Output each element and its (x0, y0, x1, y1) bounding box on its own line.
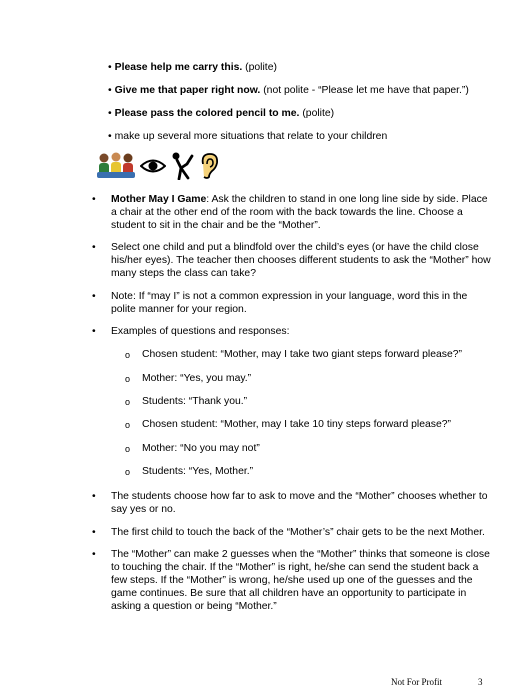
page-number: 3 (478, 677, 483, 687)
list-item: • Please pass the colored pencil to me. (polite) (108, 108, 335, 119)
game-instructions (92, 194, 492, 623)
examples-sublist (92, 349, 492, 479)
gesture-figure-icon (170, 152, 194, 180)
list-item: • The first child to touch the back of the “Mother’s” chair gets to be the next Mother. (92, 526, 485, 538)
sub-list-item: o Chosen student: “Mother, may I take two giant steps forward please?” (125, 349, 462, 361)
list-item: • The “Mother” can make 2 guesses when the “Mother” thinks that someone is close to touching the chair. If the “Mother” is right, he/she can send the student back a few steps. If the “Mother” is wrong, he/she used up one of the guesses and the game continues. Be sure that all children have an opportunity to participate in asking a question or being “Mother.” (92, 549, 490, 612)
list-item: • Mother May I Game: Ask the children to stand in one long line side by side. Place a chair at the other end of the room with the back towards the line. Choose a student to sit in the chair and be the “Mother”. (92, 194, 488, 231)
sub-list-item: o Students: “Yes, Mother.” (125, 466, 254, 478)
list-item: • Give me that paper right now. (not polite - “Please let me have that paper.”) (108, 85, 469, 96)
list-item: • Examples of questions and responses: (92, 326, 290, 338)
list-item: • Please help me carry this. (polite) (108, 62, 277, 73)
page-footer (391, 677, 501, 687)
skills-icon-strip (96, 151, 220, 181)
eye-icon (140, 157, 166, 175)
list-item: • Select one child and put a blindfold over the child’s eyes (or have the child close his/her eyes). The teacher then chooses different students to ask the “Mother” how many steps the class can take? (92, 242, 491, 279)
sub-list-item: o Mother: “No you may not” (125, 442, 260, 454)
list-item: • make up several more situations that relate to your children (108, 131, 388, 142)
children-group-icon (96, 152, 136, 180)
footer-text: Not For Profit (391, 677, 443, 687)
sub-list-item: o Students: “Thank you.” (125, 395, 248, 407)
sub-list-item: o Mother: “Yes, you may.” (125, 372, 252, 384)
sub-list-item: o Chosen student: “Mother, may I take 10 tiny steps forward please?” (125, 419, 451, 431)
list-item: • Note: If “may I” is not a common expression in your language, word this in the polite manner for your region. (92, 290, 468, 315)
polite-examples-list (108, 61, 508, 153)
ear-icon (198, 152, 220, 180)
list-item: • The students choose how far to ask to move and the “Mother” chooses whether to say yes or no. (92, 490, 488, 515)
